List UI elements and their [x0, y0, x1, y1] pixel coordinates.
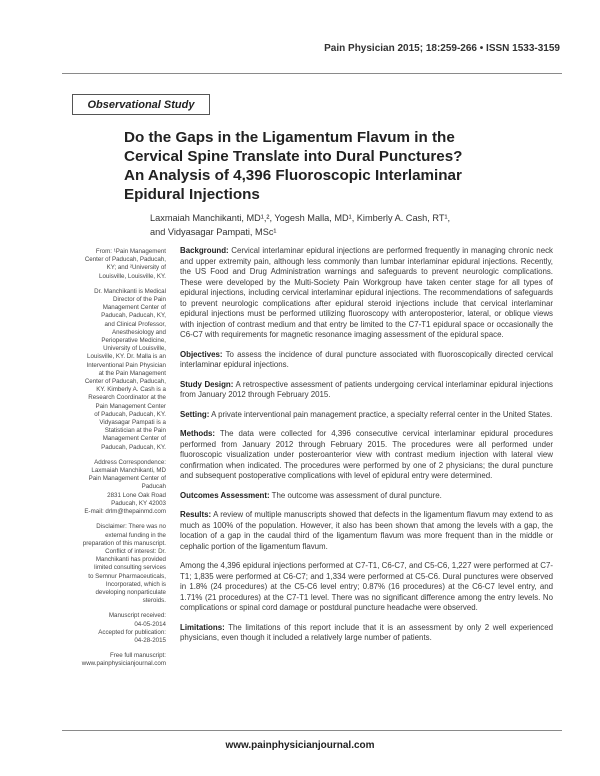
author-bios	[62, 288, 166, 452]
section-text: The data were collected for 4,396 consecutive cervical interlaminar epidural procedures performed from January 2012 through February 2015. The procedures were all performed under fluoroscopic visualization under posteroanterior view with contrast medium injection with lateral view confirmation when indicated. The procedures were performed by one of 2 physicians; the dural puncture and subsequent postoperative complications with level of epidural entry were determined.	[180, 429, 553, 480]
sidebar-line: 04-28-2015	[134, 636, 166, 644]
title-line: Cervical Spine Translate into Dural Punctures?	[124, 148, 463, 165]
title-line: An Analysis of 4,396 Fluoroscopic Interlaminar	[124, 167, 462, 184]
sidebar-line: From: ¹Pain Management	[95, 248, 166, 255]
sidebar-line: KY. Kimberly A. Cash is a	[96, 386, 166, 394]
abstract-section	[180, 491, 553, 502]
article-info-sidebar	[62, 248, 166, 676]
sidebar-line: 04-05-2014	[134, 620, 166, 628]
sidebar-line: Disclaimer: There was no	[96, 523, 166, 531]
section-label: Study Design:	[180, 379, 234, 389]
sidebar-line: of Paducah, Paducah, KY.	[94, 410, 166, 418]
journal-citation: Pain Physician 2015; 18:259-266 • ISSN 1533-3159	[324, 43, 560, 54]
sidebar-line: Address Correspondence:	[94, 458, 166, 466]
sidebar-line: Conflict of interest: Dr.	[105, 547, 166, 555]
article-type-badge: Observational Study	[72, 94, 210, 115]
section-label: Methods:	[180, 429, 216, 438]
author-line: and Vidyasagar Pampati, MSc¹	[150, 227, 277, 237]
sidebar-line: Center of Paducah, Paducah,	[84, 256, 166, 264]
sidebar-line: Management Center of	[102, 304, 166, 312]
sidebar-line: preparation of this manuscript.	[82, 539, 166, 547]
section-text: A private interventional pain management practice, a specialty referral center in the United States.	[211, 409, 553, 419]
abstract-section	[180, 623, 553, 644]
sidebar-line: University of Louisville,	[103, 345, 166, 353]
section-text: A review of multiple manuscripts showed that defects in the ligamentum flavum may extend to as much as 100% of the population. However, it also has been shown that among the levels with a gap, the location of a gap in the caudal third of the ligamentum flavum was more frequent than in the middle or cephalic portion of the ligamentum flavum.	[180, 510, 553, 551]
abstract-section	[180, 380, 553, 401]
sidebar-line: Accepted for publication:	[98, 628, 166, 636]
sidebar-line: developing nonparticulate	[95, 588, 166, 596]
sidebar-line: 2831 Lone Oak Road	[107, 491, 166, 499]
abstract-section	[180, 429, 553, 482]
sidebar-line: Free full manuscript:	[109, 652, 166, 660]
section-text: The outcome was assessment of dural puncture.	[271, 490, 442, 500]
section-label: Objectives:	[180, 349, 223, 359]
sidebar-line: Pain Management Center of	[88, 475, 166, 483]
title-line: Epidural Injections	[124, 186, 260, 203]
sidebar-line: Incorporated, which is	[105, 580, 166, 588]
section-label: Results:	[180, 510, 212, 519]
abstract	[180, 246, 553, 653]
sidebar-line: external funding in the	[105, 531, 166, 539]
sidebar-line: Perioperative Medicine,	[101, 337, 166, 345]
section-text: To assess the incidence of dural puncture associated with fluoroscopically directed cervical interlaminar epidural injections.	[180, 349, 553, 369]
disclaimer	[62, 523, 166, 605]
section-text: Among the 4,396 epidural injections performed at C7-T1, C6-C7, and C5-C6, 1,227 were performed at C7-T1; 1,835 were performed at C6-C7; and 1,334 were performed at C5-C6. Dural punctures were observed in 1.8% (24 procedures) at the C5-C6 level entry; 0.87% (16 procedures) at the C6-C7 level entry, and 1.71% (21 procedures) at the C7-T1 level. There was no significant difference among the entry levels. No complications or spinal cord damage or postdural puncture headache were observed.	[180, 561, 553, 612]
header-rule	[62, 73, 562, 74]
sidebar-line: Management Center of	[102, 435, 166, 443]
manuscript-dates	[62, 612, 166, 645]
sidebar-line: www.painphysicianjournal.com	[81, 660, 166, 668]
sidebar-line: Laxmaiah Manchikanti, MD	[91, 467, 166, 475]
abstract-section	[180, 350, 553, 371]
section-text: Cervical interlaminar epidural injections are performed frequently in managing chronic neck and upper extremity pain, although less commonly than lumbar interlaminar epidural injections. Recently, the US Food and Drug Administration warnings and safeguards to prevent neurologic complications. These were developed by the Multi-Society Pain Workgroup have taken center stage for all types of epidural injections, including cervical interlaminar epidural injections. The recommendations of safeguards to prevent neurologic complications after epidural steroid injections include that cervical interlaminar epidural injections must be performed utilizing fluoroscopy with anteroposterior, lateral, or oblique views with injection of contrast medium and that entry be limited to the C7-T1 epidural space or occasionally the C6-C7 with requirements for magnetic resonance imaging assessment of the epidural space.	[180, 246, 553, 339]
sidebar-line: Research Coordinator at the	[88, 394, 166, 402]
sidebar-line: Center of Paducah, Paducah,	[84, 378, 166, 386]
author-line: Laxmaiah Manchikanti, MD¹,², Yogesh Malla, MD¹, Kimberly A. Cash, RT¹,	[150, 213, 451, 223]
section-label: Limitations:	[180, 622, 225, 632]
affiliations	[62, 248, 166, 281]
section-label: Background:	[180, 246, 229, 255]
abstract-section	[180, 561, 553, 614]
author-list	[150, 211, 550, 239]
sidebar-line: Paducah, KY 42003	[111, 499, 166, 507]
section-text: The limitations of this report include that it is an assessment by only 2 well experienced physicians, even though it included a relatively large number of patients.	[180, 622, 553, 642]
sidebar-line: at the Pain Management	[98, 369, 166, 377]
sidebar-line: Pain Management Center	[95, 402, 166, 410]
sidebar-line: steroids.	[142, 597, 166, 605]
sidebar-line: Louisville, KY. Dr. Malla is an	[87, 353, 166, 361]
sidebar-line: Paducah	[141, 483, 166, 491]
abstract-section	[180, 410, 553, 421]
abstract-section	[180, 246, 553, 341]
sidebar-line: to Semnur Pharmaceuticals,	[88, 572, 166, 580]
sidebar-line: Anesthesiology and	[111, 328, 166, 336]
sidebar-line: and Clinical Professor,	[104, 320, 166, 328]
sidebar-line: Interventional Pain Physician	[86, 361, 166, 369]
sidebar-line: Vidyasagar Pampati is a	[99, 419, 166, 427]
sidebar-line: Paducah, Paducah, KY,	[101, 312, 166, 320]
sidebar-line: Statistician at the Pain	[104, 427, 166, 435]
correspondence	[62, 459, 166, 516]
abstract-section	[180, 510, 553, 552]
sidebar-line: Louisville, Louisville, KY.	[99, 272, 166, 280]
free-manuscript	[62, 652, 166, 668]
article-title	[124, 128, 544, 204]
sidebar-line: Dr. Manchikanti is Medical	[94, 287, 166, 295]
title-line: Do the Gaps in the Ligamentum Flavum in the	[124, 129, 455, 146]
section-text: A retrospective assessment of patients undergoing cervical interlaminar epidural injections from January 2012 through February 2015.	[180, 379, 553, 399]
sidebar-line: KY; and ²University of	[106, 264, 166, 272]
sidebar-line: limited consulting services	[94, 564, 166, 572]
sidebar-line: Paducah, Paducah, KY.	[101, 443, 166, 451]
sidebar-line: Manchikanti has provided	[95, 556, 166, 564]
journal-url: www.painphysicianjournal.com	[225, 740, 375, 751]
sidebar-line: E-mail: drlm@thepainmd.com	[84, 508, 166, 516]
sidebar-line: Director of the Pain	[113, 296, 166, 304]
sidebar-line: Manuscript received:	[108, 612, 166, 620]
section-label: Setting:	[180, 409, 210, 419]
footer-rule	[62, 730, 562, 731]
section-label: Outcomes Assessment:	[180, 490, 270, 500]
